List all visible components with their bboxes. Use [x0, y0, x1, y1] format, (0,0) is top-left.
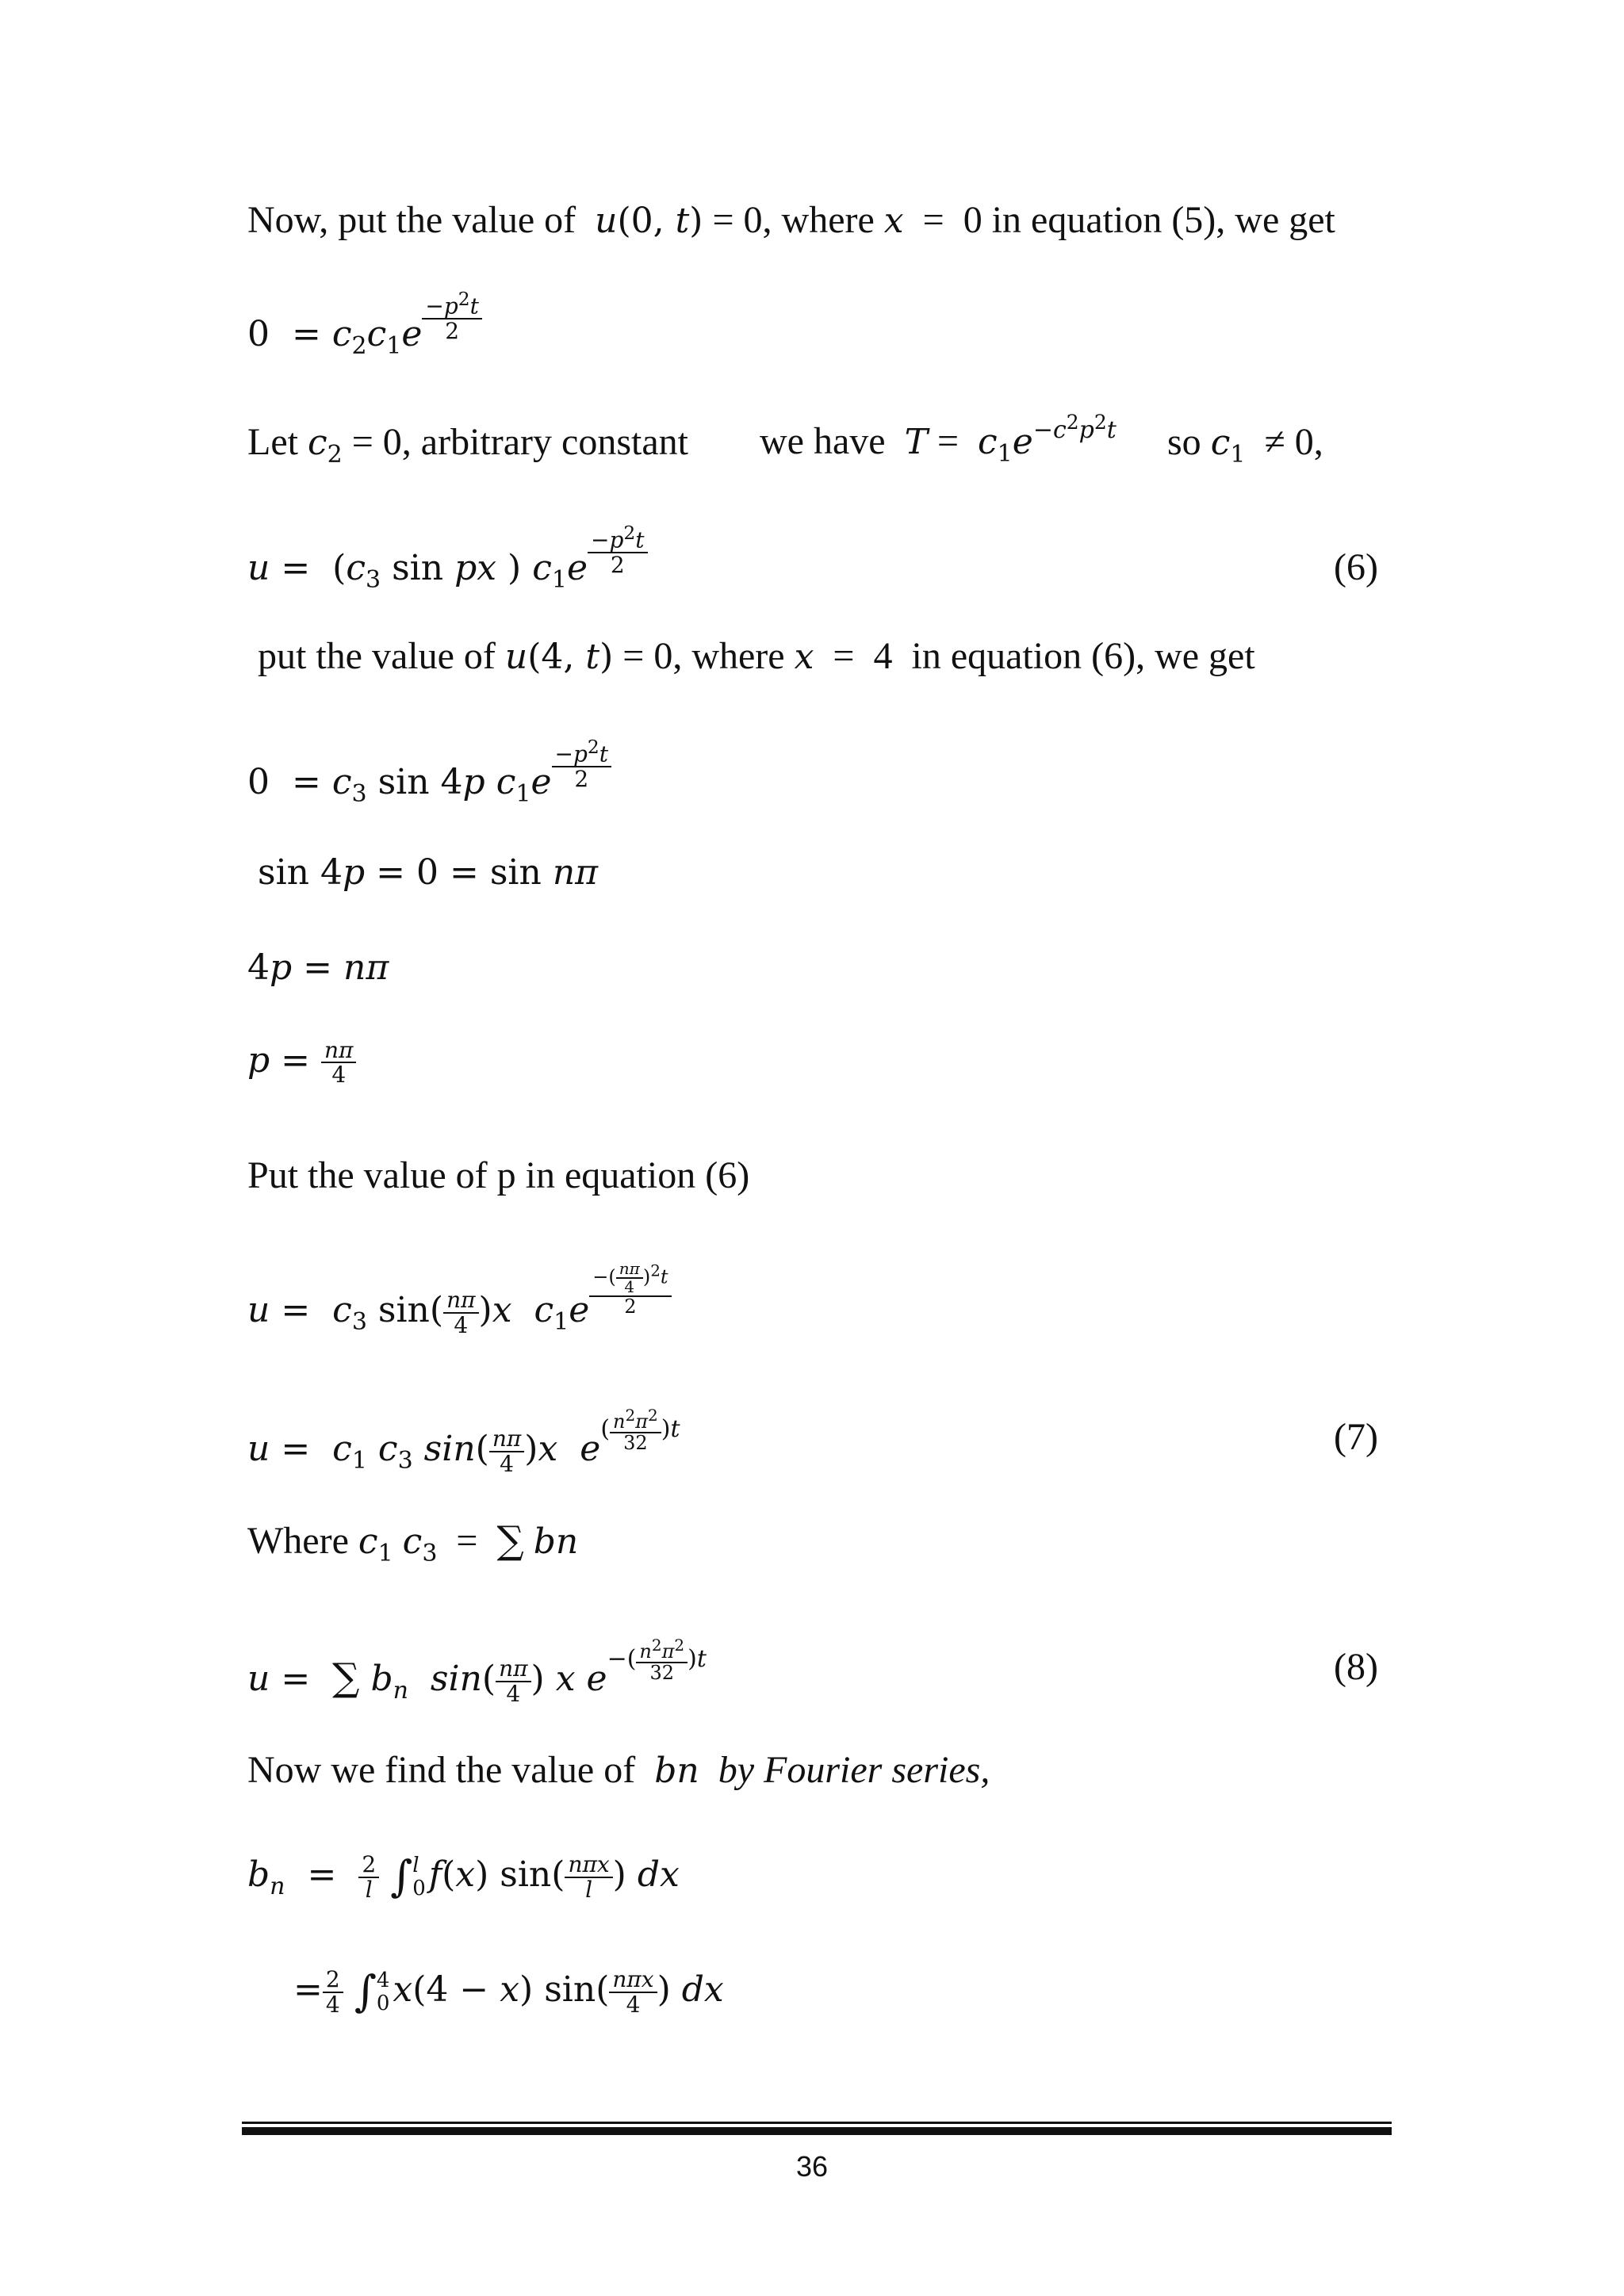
text-line-13: Where $c_1$ $c_3$ = ∑ bn: [247, 1518, 579, 1567]
text-line-1: Now, put the value of u(0, t) = 0, where x = 0 in equation (5), we get: [247, 199, 1335, 241]
text-line-3: Let $c_2 = 0$, arbitrary constant: [247, 421, 688, 469]
equation-line-12: $u = c_1$ $c_3$ sin( $\frac{n\pi}{4}$ )x e( $\frac{n^2\pi^2}{32}$ )t: [247, 1406, 680, 1477]
text-line-3b: we have $T = c_1e^{-c^2p^2t}$: [760, 411, 1116, 468]
equation-line-14: u = ∑ $b_n$ sin( $\frac{n\pi}{4}$ ) x e−( $\frac{n^2\pi^2}{32}$ )t: [247, 1636, 707, 1707]
text-line-3c: so $c_1 \ne 0$,: [1167, 421, 1323, 469]
fourier-series-phrase: by Fourier series,: [718, 1749, 990, 1791]
equation-line-9: p = $\frac{n\pi}{4}$: [247, 1039, 356, 1087]
equation-line-6: $0 = c_3$ sin 4p $c_1e$ $\frac{-p^2t}{2}$: [247, 737, 611, 808]
text-line-10: Put the value of p in equation (6): [247, 1154, 750, 1196]
equation-line-8: 4p = nπ: [247, 947, 389, 988]
equation-line-16: $b_n$ = $\frac{2}{l}$ ∫ l 0 f(x) sin( $\frac{\text{nπx}}{l}$ ) dx: [247, 1851, 680, 1903]
equation-line-7: sin 4p = 0 = sin nπ: [258, 852, 599, 893]
footer-rule-thick: [242, 2127, 1392, 2135]
equation-number-6: (6): [1334, 546, 1378, 588]
equation-line-11: $u = c_3$ sin( $\frac{n\pi}{4}$ )x $c_1e$ −( $\frac{n\pi}{4}$ )$^2$t 2: [247, 1261, 672, 1337]
footer-rule-thin: [242, 2122, 1392, 2124]
text-line-5: put the value of u(4, t) = 0, where x = 4 in equation (6), we get: [258, 635, 1255, 677]
equation-line-4: $u = (c_3$ sin px ) $c_1e$ $\frac{-p^2t}{2}$: [247, 523, 648, 594]
page-number: 36: [795, 2150, 829, 2183]
equation-number-7: (7): [1334, 1416, 1378, 1458]
equation-line-17: = $\frac{2}{4}$ ∫ 4 0 x(4 − x) sin( $\frac{\text{nπx}}{4}$ ) dx: [293, 1966, 724, 2018]
text-line-15: Now we find the value of bn by Fourier series,: [247, 1749, 990, 1791]
equation-number-8: (8): [1334, 1646, 1378, 1688]
equation-line-2: $0 = c_2c_1e$ $\frac{-p^2t}{2}$: [247, 289, 482, 360]
